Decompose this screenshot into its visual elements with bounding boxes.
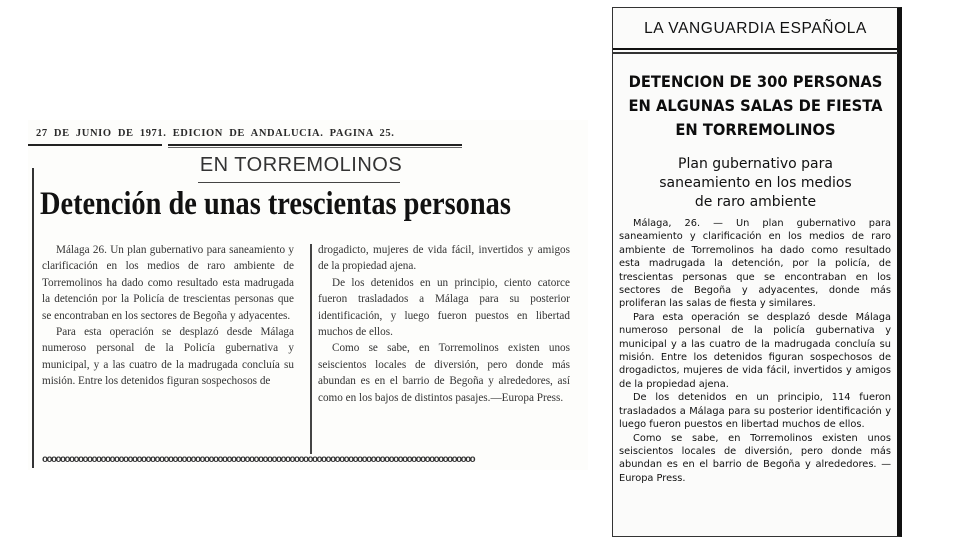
paragraph: drogadicto, mujeres de vida fácil, invertidos y amigos de la propiedad ajena. [318,244,570,273]
subhead-line: saneamiento en los medios [659,175,852,191]
headline-line: EN ALGUNAS SALAS DE FIESTA [628,96,883,115]
paragraph: Para esta operación se desplazó desde Málaga numeroso personal de la Policía gubernativa y municipal, y a las cuatro de la madrugada concluía su misión. Entre los detenidos figuran sospechosos de [42,326,294,388]
decorative-border: oooooooooooooooooooooooooooooooooooooooooooooooooooooooooooooooooooooooooooooooooooooooooooooooo [42,456,475,465]
column-border [32,168,34,468]
headline [624,70,886,142]
masthead-rule [613,48,898,50]
dateline-rule [168,144,462,146]
section-kicker: EN TORREMOLINOS [199,154,403,176]
masthead: LA VANGUARDIA ESPAÑOLA [644,20,867,37]
subhead-line: de raro ambiente [694,194,817,210]
headline: Detención de unas trescientas personas [40,186,511,222]
article-column-2 [318,242,570,406]
paragraph: De los detenidos en un principio, ciento catorce fueron trasladados a Málaga para su posterior identificación, y luego fueron puestos en libertad muchos de ellos. [318,276,570,339]
article-column-1 [42,242,294,390]
abc-andalucia-clipping [28,120,588,470]
kicker-underline [198,182,400,183]
dateline-rule [168,147,462,148]
article-body [619,217,891,485]
dateline: 27 DE JUNIO DE 1971. EDICION DE ANDALUCIA. PAGINA 25. [36,128,395,139]
paragraph: Málaga 26. Un plan gubernativo para saneamiento y clarificación en los medios de raro ambiente de Torremolinos ha dado como resultado esta madrugada la detención por la Policía de trescientas personas que se encontraban en los sectores de Begoña y adyacentes. [42,244,294,322]
paragraph: De los detenidos en un principio, 114 fueron trasladados a Málaga para su posterior identificación y luego fueron puestos en libertad muchos de ellos. [619,392,891,431]
paragraph: Como se sabe, en Torremolinos existen unos seiscientos locales de diversión, pero donde más abundan es en el barrio de Begoña y alrededores. — Europa Press. [619,432,891,484]
paragraph: Málaga, 26. — Un plan gubernativo para saneamiento y clarificación en los medios de raro ambiente de Torremolinos ha dado como resultado esta madrugada la detención, por la policía, de trescientas personas que se encontraban en los sectores de Begoña y adyacentes, donde más proliferan las salas de fiesta y similares. [619,218,891,310]
headline-line: EN TORREMOLINOS [675,120,836,139]
la-vanguardia-clipping [612,7,902,537]
headline-line: DETENCION DE 300 PERSONAS [628,72,883,91]
subhead-line: Plan gubernativo para [678,156,833,172]
column-divider [310,244,312,454]
paragraph: Como se sabe, en Torremolinos existen unos seiscientos locales de diversión, pero donde más abundan es en el barrio de Begoña y alrededores, así como en los bajos de distintos pasajes.—Europa Press. [318,342,570,404]
dateline-rule [28,144,162,146]
paragraph: Para esta operación se desplazó desde Málaga numeroso personal de la policía gubernativa y municipal y a las cuatro de la madrugada concluía su misión. Entre los detenidos figuran sospechosos de drogadictos, mujeres de vida fácil, invertidos y amigos de la propiedad ajena. [619,311,891,390]
masthead-rule [613,52,898,54]
subheadline [613,155,898,212]
